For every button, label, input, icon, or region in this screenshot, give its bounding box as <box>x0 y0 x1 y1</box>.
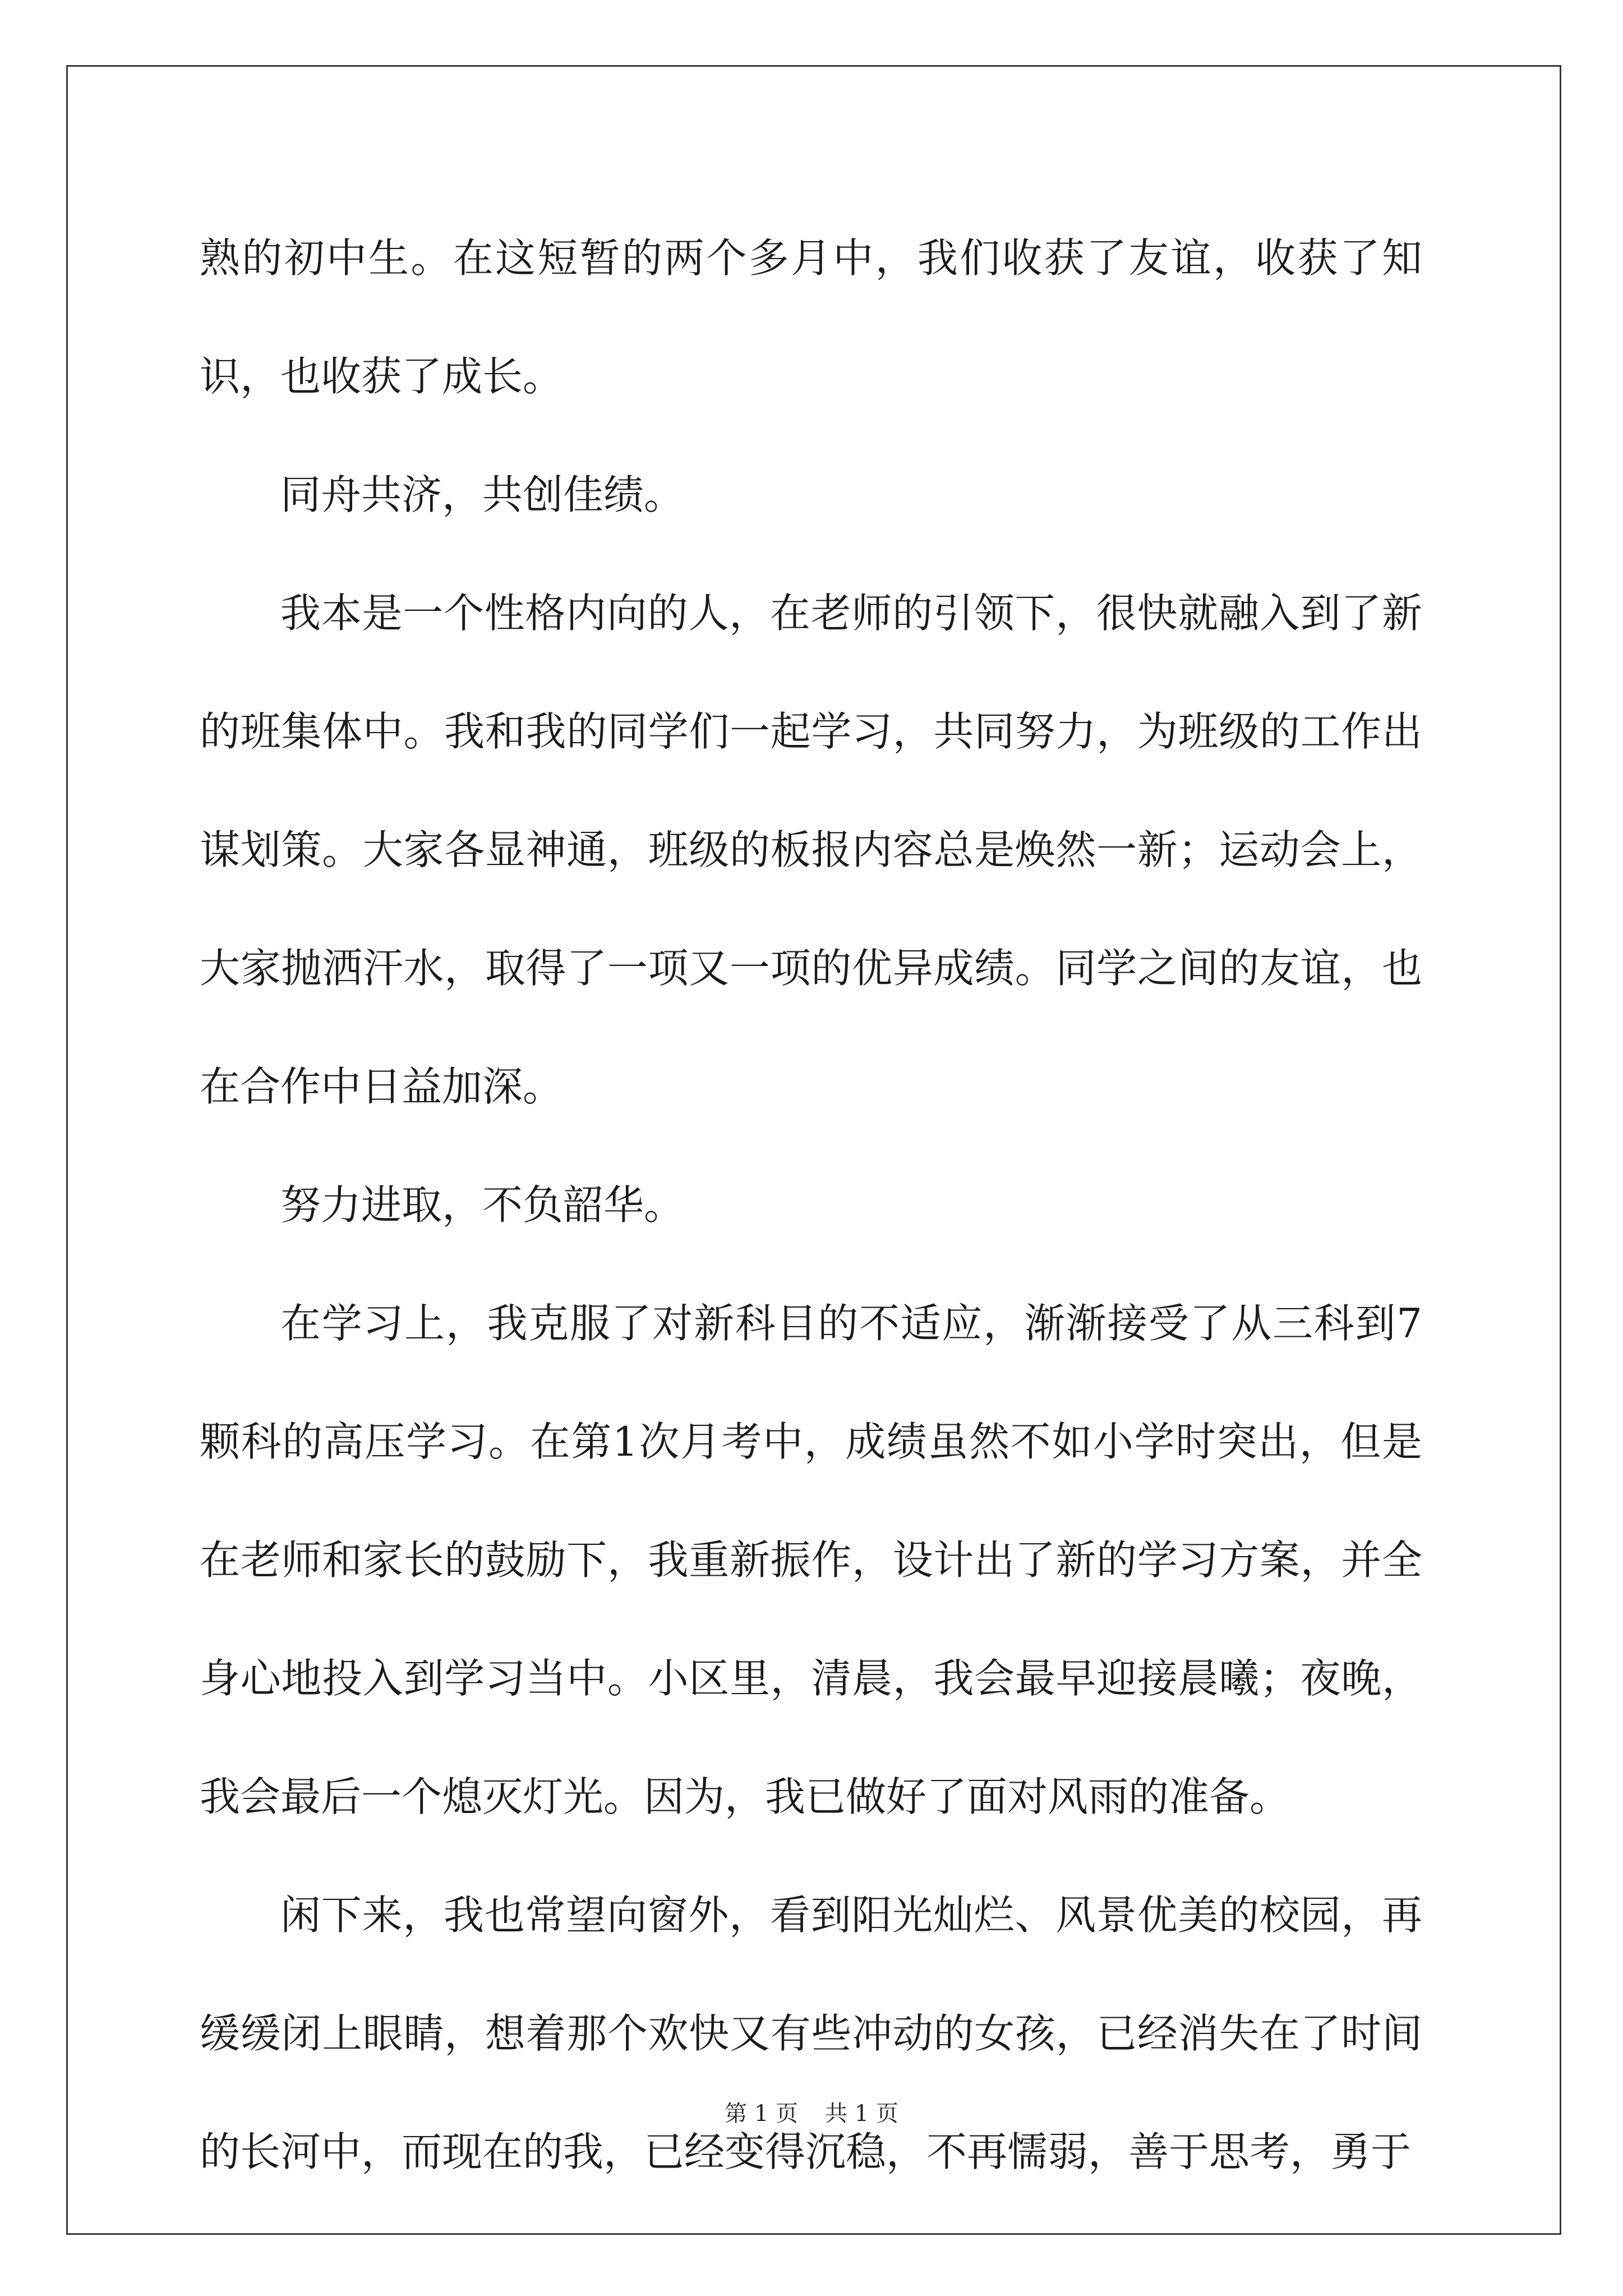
page-footer <box>0 2097 1623 2131</box>
page-total: 共 1 页 <box>825 2101 898 2127</box>
paragraph: 我本是一个性格内向的人，在老师的引领下，很快就融入到了新的班集体中。我和我的同学们一起学习，共同努力，为班级的工作出谋划策。大家各显神通，班级的板报内容总是焕然一新；运动会上，大家抛洒汗水，取得了一项又一项的优异成绩。同学之间的友谊，也在合作中日益加深。 <box>200 590 1422 1110</box>
paragraph: 闲下来，我也常望向窗外，看到阳光灿烂、风景优美的校园，再缓缓闭上眼睛，想着那个欢快又有些冲动的女孩，已经消失在了时间的长河中，而现在的我，已经变得沉稳，不再懦弱，善于思考，勇于 <box>200 1892 1422 2175</box>
paragraph: 在学习上，我克服了对新科目的不适应，渐渐接受了从三科到7颗科的高压学习。在第1次月考中，成绩虽然不如小学时突出，但是在老师和家长的鼓励下，我重新振作，设计出了新的学习方案，并全身心地投入到学习当中。小区里，清晨，我会最早迎接晨曦；夜晚，我会最后一个熄灭灯光。因为，我已做好了面对风雨的准备。 <box>200 1300 1422 1820</box>
page-number: 第 1 页 <box>725 2101 798 2127</box>
paragraph: 熟的初中生。在这短暂的两个多月中，我们收获了友谊，收获了知识，也收获了成长。 <box>200 234 1422 400</box>
paragraph: 同舟共济，共创佳绩。 <box>280 471 685 518</box>
paragraph: 努力进取，不负韶华。 <box>280 1181 685 1228</box>
document-body <box>200 199 1422 2211</box>
